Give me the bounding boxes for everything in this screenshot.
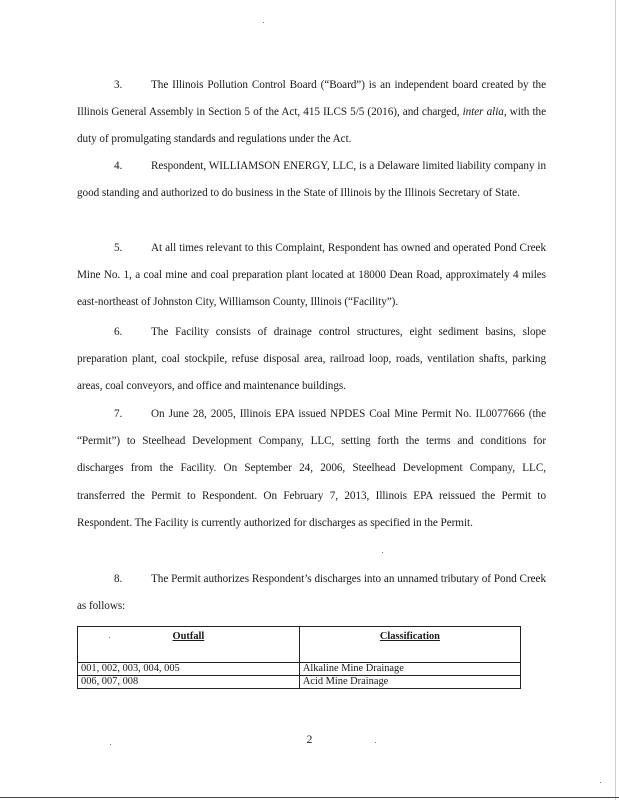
paragraph-7 [77, 401, 546, 537]
outfall-cell: 001, 002, 003, 004, 005 [78, 663, 300, 676]
page-number: 2 [306, 734, 313, 746]
scan-edge-right [615, 0, 616, 800]
paragraph-number: 4. [114, 160, 123, 172]
paragraph-5 [77, 235, 546, 317]
paragraph-number: 7. [114, 408, 123, 420]
table-header-row [78, 627, 521, 663]
paragraph-number: 5. [114, 242, 123, 254]
outfall-table [77, 626, 521, 689]
column-header-classification: Classification [299, 627, 520, 663]
paragraph-number: 6. [114, 326, 123, 338]
scan-speck [600, 782, 601, 783]
scan-edge-bottom [0, 797, 619, 798]
paragraph-text: The Permit authorizes Respondent’s discharges into an unnamed tributary of Pond Creek as follows: [77, 573, 546, 613]
classification-cell: Alkaline Mine Drainage [299, 663, 520, 676]
scan-speck [263, 22, 264, 23]
table-row [78, 663, 521, 676]
paragraph-text-end: , with the duty of promulgating standards and regulations under the Act. [77, 106, 546, 146]
column-header-outfall: Outfall [78, 627, 300, 663]
paragraph-text: The Facility consists of drainage control structures, eight sediment basins, slope preparation plant, coal stockpile, refuse disposal area, railroad loop, roads, ventilation shafts, parking areas, coal conveyors, and office and maintenance buildings. [77, 326, 546, 393]
scan-speck [110, 744, 111, 745]
classification-cell: Acid Mine Drainage [299, 676, 520, 689]
paragraph-text: At all times relevant to this Complaint, Respondent has owned and operated Pond Creek Mine No. 1, a coal mine and coal preparation plant located at 18000 Dean Road, approximately 4 miles east-northeast of Johnston City, Williamson County, Illinois (“Facility”). [77, 242, 546, 309]
paragraph-text: Respondent, WILLIAMSON ENERGY, LLC, is a Delaware limited liability company in good standing and authorized to do business in the State of Illinois by the Illinois Secretary of State. [77, 160, 546, 200]
paragraph-6 [77, 319, 546, 401]
paragraph-number: 8. [114, 573, 123, 585]
scan-speck [382, 552, 383, 553]
paragraph-number: 3. [114, 79, 123, 91]
paragraph-text: The Illinois Pollution Control Board (“Board”) is an independent board created by the Illinois General Assembly in Section 5 of the Act, 415 ILCS 5/5 (2016), and charged, [77, 79, 546, 119]
paragraph-8 [77, 566, 546, 620]
paragraph-text: On June 28, 2005, Illinois EPA issued NPDES Coal Mine Permit No. IL0077666 (the “Permit”) to Steelhead Development Company, LLC, setting forth the terms and conditions for discharges from the Facility. On September 24, 2006, Steelhead Development Company, LLC, transferred the Permit to Respondent. On February 7, 2013, Illinois EPA reissued the Permit to Respondent. The Facility is currently authorized for discharges as specified in the Permit. [77, 408, 546, 529]
table-row [78, 676, 521, 689]
outfall-cell: 006, 007, 008 [78, 676, 300, 689]
paragraph-3 [77, 72, 546, 154]
latin-phrase: inter alia [462, 106, 504, 119]
scan-speck [109, 637, 110, 638]
scan-speck [375, 742, 376, 743]
paragraph-4 [77, 153, 546, 207]
